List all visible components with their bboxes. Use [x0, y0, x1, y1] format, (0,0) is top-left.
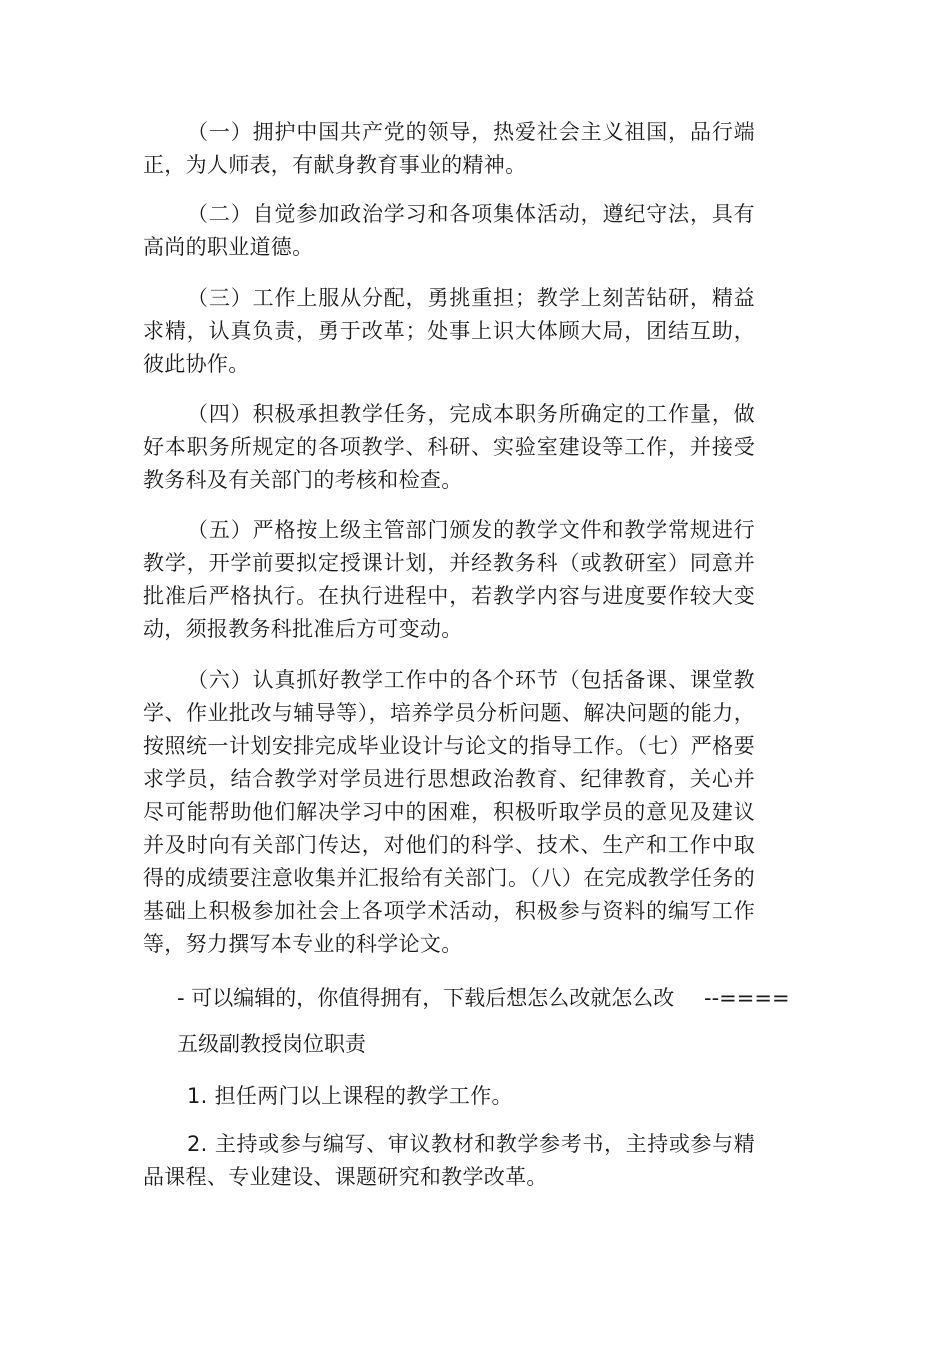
editable-note: - 可以编辑的，你值得拥有，下载后想怎么改就怎么改 — [177, 986, 675, 1010]
section-title: 五级副教授岗位职责 — [177, 1032, 366, 1056]
paragraph-4: （四）积极承担教学任务，完成本职务所确定的工作量，做好本职务所规定的各项教学、科研、实验室建设等工作，并接受教务科及有关部门的考核和检查。 — [143, 402, 755, 492]
list-item-2: 2. 主持或参与编写、审议教材和教学参考书，主持或参与精品课程、专业建设、课题研究和教学改革。 — [143, 1132, 755, 1189]
list-item-1: 1. 担任两门以上课程的教学工作。 — [187, 1084, 513, 1108]
paragraph-2: （二）自觉参加政治学习和各项集体活动，遵纪守法，具有高尚的职业道德。 — [143, 202, 755, 259]
paragraph-6: （六）认真抓好教学工作中的各个环节（包括备课、课堂教学、作业批改与辅导等），培养学员分析问题、解决问题的能力，按照统一计划安排完成毕业设计与论文的指导工作。（七）严格要求学员，结合教学对学员进行思想政治教育、纪律教育，关心并尽可能帮助他们解决学习中的困难，积极听取学员的意见及建议并及时向有关部门传达，对他们的科学、技术、生产和工作中取得的成绩要注意收集并汇报给有关部门。（八）在完成教学任务的基础上积极参加社会上各项学术活动，积极参与资料的编写工作等，努力撰写本专业的科学论文。 — [143, 668, 755, 956]
paragraph-1: （一）拥护中国共产党的领导，热爱社会主义祖国，品行端正，为人师表，有献身教育事业的精神。 — [143, 120, 755, 177]
paragraph-5: （五）严格按上级主管部门颁发的教学文件和教学常规进行教学，开学前要拟定授课计划，并经教务科（或教研室）同意并批准后严格执行。在执行进程中，若教学内容与进度要作较大变动，须报教务科批准后方可变动。 — [143, 518, 755, 641]
separator-mark: --==== — [704, 986, 790, 1010]
paragraph-3: （三）工作上服从分配，勇挑重担；教学上刻苦钻研，精益求精，认真负责，勇于改革；处事上识大体顾大局，团结互助，彼此协作。 — [143, 286, 755, 376]
